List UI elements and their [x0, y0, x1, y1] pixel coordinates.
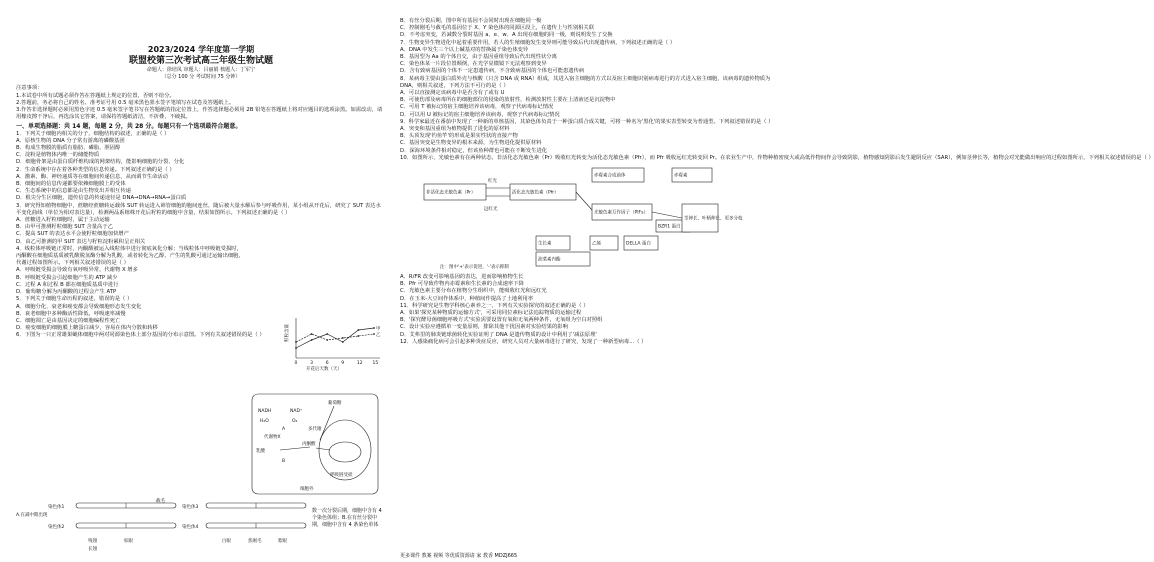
question-line: 7．生物变异生物进化中起着重要作用，若人的生殖细胞发生变异则可能导致后代出现遗传病，下列叙述正确的是（ ）: [400, 39, 676, 46]
gene-label: 紫眼: [278, 539, 287, 544]
metabolism-diagram: [250, 390, 380, 498]
question-line: C．控制刚毛与截毛的基因位于 X、Y 染色体的同源区段上，在遗传上与性别相关联: [400, 25, 595, 32]
question-block: [400, 18, 1154, 162]
data-point: [342, 341, 344, 343]
oxygen-label: O₂: [292, 419, 298, 424]
pathway-box-label: 赤霉素: [674, 173, 688, 179]
question-line: A．R/FR 改变可影响基因的表达，进而影响植物生长: [400, 274, 524, 281]
question-line: A．激素、酶、神经递质等在细胞间传递信息，从而调节生命活动: [16, 173, 168, 180]
data-point: [342, 337, 344, 339]
y-axis-label: 籽粒含量: [285, 324, 290, 342]
pathway-box-label: 生长素: [538, 241, 552, 247]
glucose-label: 葡萄糖: [328, 401, 342, 406]
pathway-box-label: BZR1 蛋白: [658, 224, 681, 230]
series-label: 乙: [376, 333, 381, 338]
question-line: B．可使伤部及病毒所在的细胞部位的侵染的放射性，检测放射性主要在上清液还是沉淀物中: [400, 97, 616, 104]
question-line: C．提高 SUT 的表达水平会使籽粒细胞加快增产: [16, 231, 129, 238]
question-line: A．细胞分化、衰老和癌变都会导致细胞形态发生变化: [16, 303, 142, 310]
footer-ad: 更多课件 教案 视频 等优质资源请 家 教香 MDZJ665: [400, 553, 518, 559]
multi-metab-label: 多代谢: [308, 427, 322, 432]
question-line: C．基因突变是生物变异的根本来源，为生物进化提供原材料: [400, 140, 542, 147]
far-red-light-label: 远红光: [484, 207, 498, 213]
data-point: [358, 335, 360, 337]
red-light-label: 红光: [488, 179, 497, 185]
data-point: [373, 327, 375, 329]
respchain-label: 呼吸链受损: [330, 473, 353, 478]
process-a-label: A: [282, 427, 286, 432]
question-line: C．光敏色素主要分布在植物分生组织中，能吸收红光和远红光: [400, 288, 547, 295]
nadh-label: NADH: [258, 409, 272, 414]
question-line: B．'探究酵母菌细胞呼吸方式'实验需要设置有氧和无氧两种条件，无氧组为空白对照组: [400, 317, 603, 324]
question-line: 1．下列关于细胞内相关的分子，细胞结构的叙述，正确的是（ ）: [16, 130, 170, 137]
question-line: D．艾弗里的肺炎链球菌转化实验证明了 DNA 是遗传物质的设计中利用了'减法原理': [400, 331, 597, 338]
gene-label: 棕眼: [124, 539, 133, 544]
pathway-box-label: 茎伸长、叶柄伸长、更多分枝: [684, 216, 743, 222]
question-line: 10．如图所示，光敏色素有在两种状态，非活化态光敏色素（Pr）吸收红光转变为活化态光敏色素（Pfr），而 Pfr 吸收远红光转变回 Pr。在农业生产中，作物种植密度大或高低作物间作会导致阴影，植物感知阴影后发生避阴反应（SAR），例如茎伸长等，植物会对光能做出响应的过程如图所示，下列相关叙述错误的是（ ）: [400, 154, 1154, 161]
question-line: C．可用 T 被标记的宿主细胞培养该病毒，观察子代病毒标记情况: [400, 104, 554, 111]
question-line: B．由甲可推测籽粒细胞 SUT 含量高于乙: [16, 224, 113, 231]
question-line: C．细胞凋亡是由基因决定的细胞编程性死亡: [16, 317, 121, 324]
exam-authors: 命题人：徐培凤 审题人：吕丽娟 核题人：丁军宁: [146, 67, 256, 73]
question-line: B．构成生物膜的脂质有脂肪、磷脂、胆固醇: [16, 145, 121, 152]
x-tick-label: 0: [294, 361, 298, 366]
data-point: [373, 333, 375, 335]
x-axis-label: 开花后天数（天）: [306, 367, 342, 372]
series-label: 甲: [376, 327, 381, 332]
question-line: B．有丝分裂后期，图中所有基因不会同时出现在细胞同一极: [400, 18, 542, 24]
question-line: C．生态系统中的信息都是由生物发出并相互传递: [16, 188, 131, 195]
question-line: 11．科学研究是生物学科核心素养之一，下列有关实验探究的叙述正确的是（ ）: [400, 302, 589, 309]
question-line: B．呼吸链受损会引起细胞产生的 ATP 减少: [16, 274, 118, 281]
question-line: D．癌变细胞的细胞膜上糖蛋白减少，容易在体内分散和转移: [16, 325, 158, 332]
chromosome-2-label: 染色体2: [48, 525, 65, 530]
question-line: D．深海环境条件相对稳定，但该鱼种群也可能在不断发生进化: [400, 147, 548, 154]
gene-label: 截毛: [156, 499, 165, 504]
x-tick-label: 15: [372, 361, 379, 366]
gene-label: 长翅: [88, 547, 97, 552]
notes-heading: 注意事项：: [16, 85, 43, 92]
phytochrome-pathway: [420, 164, 743, 272]
question-line: D．葡萄糖分解为丙酮酸的过程会产生 ATP: [16, 289, 117, 296]
question-line: 12．人感染痛化病可会引起多种炎症反应，研究人员对大量病毒进行了研究，发现了一种新型病毒...（ ）: [400, 338, 647, 345]
data-point: [311, 339, 313, 341]
chromosome-1-label: 染色体1: [48, 505, 65, 510]
question-line: C．设计实验应遵循单一变量原则，排除其他干扰因素对实验结果的影响: [400, 324, 568, 331]
nad-label: NAD⁺: [290, 409, 303, 414]
question-line: D．不考虑突变，若减数分裂时基因 a、e、w、A 出现在细胞的同一极，则说明发生了交换: [400, 32, 613, 39]
question-line: D．根尖分生区细胞，遗传信息的传递途径是 DNA→DNA→RNA→蛋白质: [16, 195, 187, 202]
question-block: [400, 274, 780, 346]
question-line: A．蔗糖进入籽粒细胞时，属于主动运输: [16, 217, 110, 224]
question-line: A．原核生物的 DNA 分子常有游离的磷酸基团: [16, 137, 125, 144]
exam-score: （总分 100 分 考试时间 75 分钟）: [161, 74, 241, 81]
extracellular-label: 细胞外: [300, 487, 314, 492]
question-line: D．含有致病基因的个体不一定患遗传病，不含致病基因的个体也可能患遗传病: [400, 68, 585, 75]
water-label: H₂O: [260, 419, 269, 424]
x-tick-label: 3: [310, 361, 313, 366]
question-line: 3．研究得知植物细胞中，蔗糖经蔗糖转运载体 SUT 转运进入筛管细胞的胞间连丝，随后被大量水解后参与呼吸作用，某小组从开花后，研究了 SUT 表达水平变化曲线（单位为相对表达量），检测两品系植株开花后籽粒的细胞中含量，结果如图所示。下列叙述正确的是（ ）: [16, 202, 381, 216]
pathway-box-label: DELLA 蛋白: [626, 241, 651, 247]
section-heading: 一、单项选择题：共 14 题，每题 2 分，共 28 分。每题只有一个选项最符合题意。: [16, 123, 242, 131]
chromo-option-a: A.在减中期出现: [16, 513, 48, 518]
left-column: [16, 0, 386, 562]
data-point: [311, 333, 313, 335]
question-line: 8．某病毒主要由蛋白质外壳与核酸（只含 DNA 或 RNA）组成，其进入宿主细胞的方式以及宿主细胞识别病毒进行的方式进入宿主细胞，该病毒的遗传物质为 DNA，则相关叙述，下列方法不可行的是（ ）: [400, 75, 771, 89]
question-line: C．淀粉是植物体内唯一的储能物质: [16, 152, 100, 159]
question-line: 5．下列关于细胞生命历程的叙述，错误的是（ ）: [16, 296, 133, 303]
question-line: D．在玉米-大豆间作体系中，种植间作提高了土地利用率: [400, 295, 534, 302]
right-column: [400, 0, 1154, 562]
question-line: B．头顶发现'钓鱼竿'的形成是果实性状的直接产物: [400, 133, 518, 140]
gene-label: 白眼: [222, 539, 231, 544]
question-line: C．过程 A 和过程 B 都在细胞质基质中进行: [16, 281, 119, 288]
question-line: C．染色体某一片段位置颠倒，在光学显微镜下无法观察到变异: [400, 61, 547, 68]
question-block: [16, 131, 386, 217]
note-item: 1.本试卷中所有试题必须作答在答题纸上规定的位置，否则不给分。: [16, 92, 175, 99]
data-point: [326, 333, 328, 335]
chromo-note: 数一次分裂后期，细胞中含有 4 个染色体组；B.在有丝分裂中期，细胞中含有 4 条染色单体: [312, 508, 382, 528]
data-point: [358, 329, 360, 331]
x-tick-label: 12: [356, 361, 363, 366]
series-line-甲: [296, 328, 374, 348]
note-item: 2.答题前，务必将自己的姓名、准考证号用 0.5 毫米黑色墨水签字笔填写在试卷及答题纸上。: [16, 99, 235, 106]
question-line: A．呼吸链受损会导致有氧呼吸异常，代谢物 X 增多: [16, 267, 138, 274]
pathway-box-label: 乙烯: [592, 241, 601, 247]
lactate-label: 乳酸: [256, 449, 265, 454]
question-line: 2．生命系统中存在着各种类型的信息传递。下列叙述正确的是（ ）: [16, 166, 175, 173]
question-line: A．DNA 中发生三个以上碱基对的替换属于染色体变异: [400, 46, 529, 53]
data-point: [295, 347, 297, 349]
pyruvate-label: 丙酮酸: [302, 442, 316, 447]
sut-graph: [278, 312, 388, 372]
chromosome-4-label: 染色体4: [182, 525, 199, 530]
question-line: B．细胞间的信息传递都要依赖细胞膜上的受体: [16, 181, 126, 188]
question-line: B．Pfr 可导致作物内赤霉素和生长素的合成速率下降: [400, 281, 524, 288]
question-line: 9．科学家最近在番茄中发现了一种新的单核基因，其染色体负责于一种蛋白质合成关键，可将一种名为'黑化'的果实表型转变为普通型。下列叙述错误的是（ ）: [400, 118, 774, 125]
pathway-box-label: 赤霉素合成前体: [594, 173, 626, 179]
pathway-legend: 注：图中'+'表示促进，'-'表示抑制: [440, 265, 509, 271]
question-line: D．由乙可推测的甲 SUT 表达与籽粒淀粉累积呈正相关: [16, 238, 146, 245]
x-tick-label: 6: [325, 361, 329, 366]
pathway-box-label: 活化态光敏色素（Pfr）: [512, 190, 559, 196]
x-tick-label: 9: [341, 361, 345, 366]
pathway-box-label: 光敏色素互作因子（PIFs）: [594, 210, 648, 216]
process-b-label: B: [282, 459, 286, 464]
question-line: A．突变和基因重组为植物提供了进化的原材料: [400, 126, 510, 133]
question-line: A．可以直接测定该病毒中是否含有了或有 U: [400, 90, 505, 97]
question-line: B．衰老细胞中多种酶活性降低，呼吸速率减慢: [16, 310, 126, 317]
question-line: A．如果'探究某种物质的运输方式'，可采用同位素标记法追踪物质的运输过程: [400, 310, 582, 317]
gene-label: 残翅: [88, 539, 97, 544]
note-item: 3.作答非选择题时必须用黑色字迹 0.5 毫米签字笔书写在答题纸的指定位置上，作答选择题必须用 2B 铅笔在答题纸上将对应题目的选项涂黑。如需改动，请用橡皮擦干净后，再选涂其它答案，请保持答题纸清洁，不折叠、不破损。: [16, 107, 383, 121]
question-line: B．基因型为 Aa 的个体自交，由于基因重组导致后代出现性状分离: [400, 54, 557, 61]
gene-label: 焦刚毛: [248, 539, 262, 544]
exam-title: 联盟校第三次考试高三年级生物试题: [128, 56, 273, 66]
data-point: [326, 339, 328, 341]
mitochondrion-shape: [319, 420, 371, 480]
exam-year-title: 2023/2024 学年度第一学期: [147, 45, 255, 54]
question-line: 4．线粒体呼吸链正常时，丙酮酸被运入线粒体中进行彻底氧化分解；当线粒体中呼吸链受损时，丙酮酸在细胞质基质被乳酸脱氢酶分解为乳酸，或者转化为乙醇，产生的乳酸可通过运输出细胞，代谢过程如图所示。下列相关叙述错误的是（ ）: [16, 245, 244, 267]
question-line: 6．下图为一只正常雄果蝇体细胞中两对同源染色体上部分基因的分布示意图。下列有关叙述错误的是（ ）: [16, 332, 265, 339]
question-line: D．可以用 U 被标记的宿主细胞培养该病毒，观察子代病毒标记情况: [400, 111, 560, 118]
pathway-box-label: 油菜素内酯: [538, 257, 561, 263]
pathway-box-label: 非活化态光敏色素（Pr）: [426, 190, 476, 196]
chromosome-3-label: 染色体3: [182, 505, 199, 510]
data-point: [295, 341, 297, 343]
metabolite-x-label: 代谢物X: [264, 435, 281, 440]
question-line: D．细胞骨架是由蛋白质纤维构成的网架结构，能影响细胞的分裂、分化: [16, 159, 185, 166]
